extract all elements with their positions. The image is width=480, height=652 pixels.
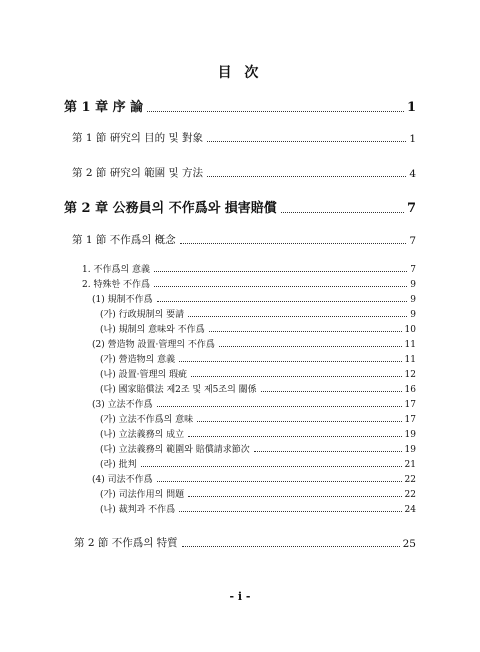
toc-entry-page: 19 — [404, 445, 416, 455]
toc-entry-page: 22 — [404, 475, 416, 485]
dot-leader — [157, 301, 408, 302]
dot-leader — [188, 436, 401, 437]
toc-entry-label: 2. 特殊한 不作爲 — [82, 280, 151, 290]
toc-entry — [100, 322, 416, 335]
toc-entry-label: (라) 批判 — [100, 460, 137, 470]
dot-leader — [179, 361, 401, 362]
toc-entry-label: (가) 行政規制의 要請 — [100, 310, 185, 320]
toc-entry-page: 9 — [410, 310, 416, 320]
toc-entry-page: 7 — [409, 235, 416, 247]
toc-entry-label: (가) 立法不作爲의 意味 — [100, 415, 194, 425]
toc-entry-label: 第 1 節 不作爲의 槪念 — [72, 234, 176, 246]
dot-leader — [207, 176, 406, 177]
toc-entry-page: 1 — [406, 100, 416, 115]
toc-entry — [92, 472, 416, 485]
toc-entry — [74, 535, 416, 550]
toc-entry-label: (1) 規制不作爲 — [92, 295, 153, 305]
toc-entry-label: (나) 設置·管理의 瑕疵 — [100, 370, 187, 380]
toc-entry-label: (나) 規制의 意味와 不作爲 — [100, 325, 205, 335]
toc-entry-page: 10 — [404, 325, 416, 335]
toc-entry — [64, 96, 416, 115]
toc-entry-page: 21 — [404, 460, 416, 470]
toc-entry-page: 9 — [410, 280, 416, 290]
toc-entry-label: (4) 司法不作爲 — [92, 475, 153, 485]
toc-entry-label: (3) 立法不作爲 — [92, 400, 153, 410]
toc-entry-label: (나) 裁判과 不作爲 — [100, 505, 176, 515]
toc-entry-label: (가) 營造物의 意義 — [100, 355, 176, 365]
toc-entry-label: 第 1 節 硏究의 目的 및 對象 — [72, 132, 203, 144]
toc-entry-page: 22 — [404, 490, 416, 500]
toc-entry-page: 25 — [402, 538, 416, 550]
toc-entry-page: 9 — [410, 295, 416, 305]
dot-leader — [197, 421, 401, 422]
toc-entry-label: 第 1 章 序 論 — [64, 100, 144, 115]
toc-entry — [100, 307, 416, 320]
toc-entry-page: 17 — [404, 415, 416, 425]
dot-leader — [154, 286, 407, 287]
toc-entry-page: 24 — [404, 505, 416, 515]
toc-entry — [72, 165, 416, 180]
dot-leader — [179, 511, 401, 512]
dot-leader — [261, 391, 402, 392]
dot-leader — [281, 212, 404, 213]
dot-leader — [157, 481, 402, 482]
dot-leader — [141, 466, 402, 467]
dot-leader — [207, 141, 406, 142]
toc-title: 目 次 — [217, 65, 263, 81]
toc-entry-label: (다) 立法義務의 範圍와 賠償請求節次 — [100, 445, 250, 455]
toc-entry-page: 1 — [409, 133, 416, 145]
dot-leader — [182, 546, 400, 547]
toc-entry-page: 11 — [404, 340, 416, 350]
toc-entry-page: 12 — [404, 370, 416, 380]
dot-leader — [154, 271, 407, 272]
toc-entry — [100, 382, 416, 395]
dot-leader — [180, 243, 407, 244]
toc-entry — [92, 397, 416, 410]
toc-entry — [100, 412, 416, 425]
toc-entry-label: 第 2 節 硏究의 範圍 및 方法 — [72, 167, 203, 179]
toc-entry-page: 7 — [410, 265, 416, 275]
toc-entry — [100, 487, 416, 500]
toc-entry-label: (2) 營造物 設置·管理의 不作爲 — [92, 340, 215, 350]
toc-entry-label: 第 2 章 公務員의 不作爲와 損害賠償 — [64, 201, 277, 216]
toc-entry — [92, 292, 416, 305]
toc-entry-page: 17 — [404, 400, 416, 410]
toc-entry-label: 1. 不作爲의 意義 — [82, 265, 151, 275]
page-number-footer: - i - — [229, 590, 251, 603]
toc-entry — [100, 352, 416, 365]
toc-entry — [100, 457, 416, 470]
toc-entry — [100, 427, 416, 440]
dot-leader — [219, 346, 402, 347]
toc-entry-label: (다) 國家賠償法 제2조 및 제5조의 關係 — [100, 385, 257, 395]
toc-entry — [82, 277, 416, 290]
dot-leader — [254, 451, 402, 452]
toc-entry-page: 19 — [404, 430, 416, 440]
dot-leader — [157, 406, 402, 407]
dot-leader — [191, 376, 402, 377]
toc-entry — [64, 197, 416, 216]
toc-entry — [100, 367, 416, 380]
dot-leader — [209, 331, 402, 332]
toc-entry-page: 4 — [409, 168, 416, 180]
dot-leader — [188, 496, 401, 497]
toc-entry — [72, 130, 416, 145]
toc-entry — [100, 442, 416, 455]
dot-leader — [147, 111, 404, 112]
toc-entry-label: (가) 司法作用의 問題 — [100, 490, 185, 500]
dot-leader — [188, 316, 407, 317]
toc-entry — [82, 262, 416, 275]
toc-entry — [100, 502, 416, 515]
toc-entry-label: 第 2 節 不作爲의 特質 — [74, 537, 178, 549]
toc-entry — [92, 337, 416, 350]
toc-entry-label: (나) 立法義務의 成立 — [100, 430, 185, 440]
toc-entry-page: 16 — [404, 385, 416, 395]
toc-entry — [72, 232, 416, 247]
toc-entry-page: 11 — [404, 355, 416, 365]
toc-entry-page: 7 — [406, 201, 416, 216]
